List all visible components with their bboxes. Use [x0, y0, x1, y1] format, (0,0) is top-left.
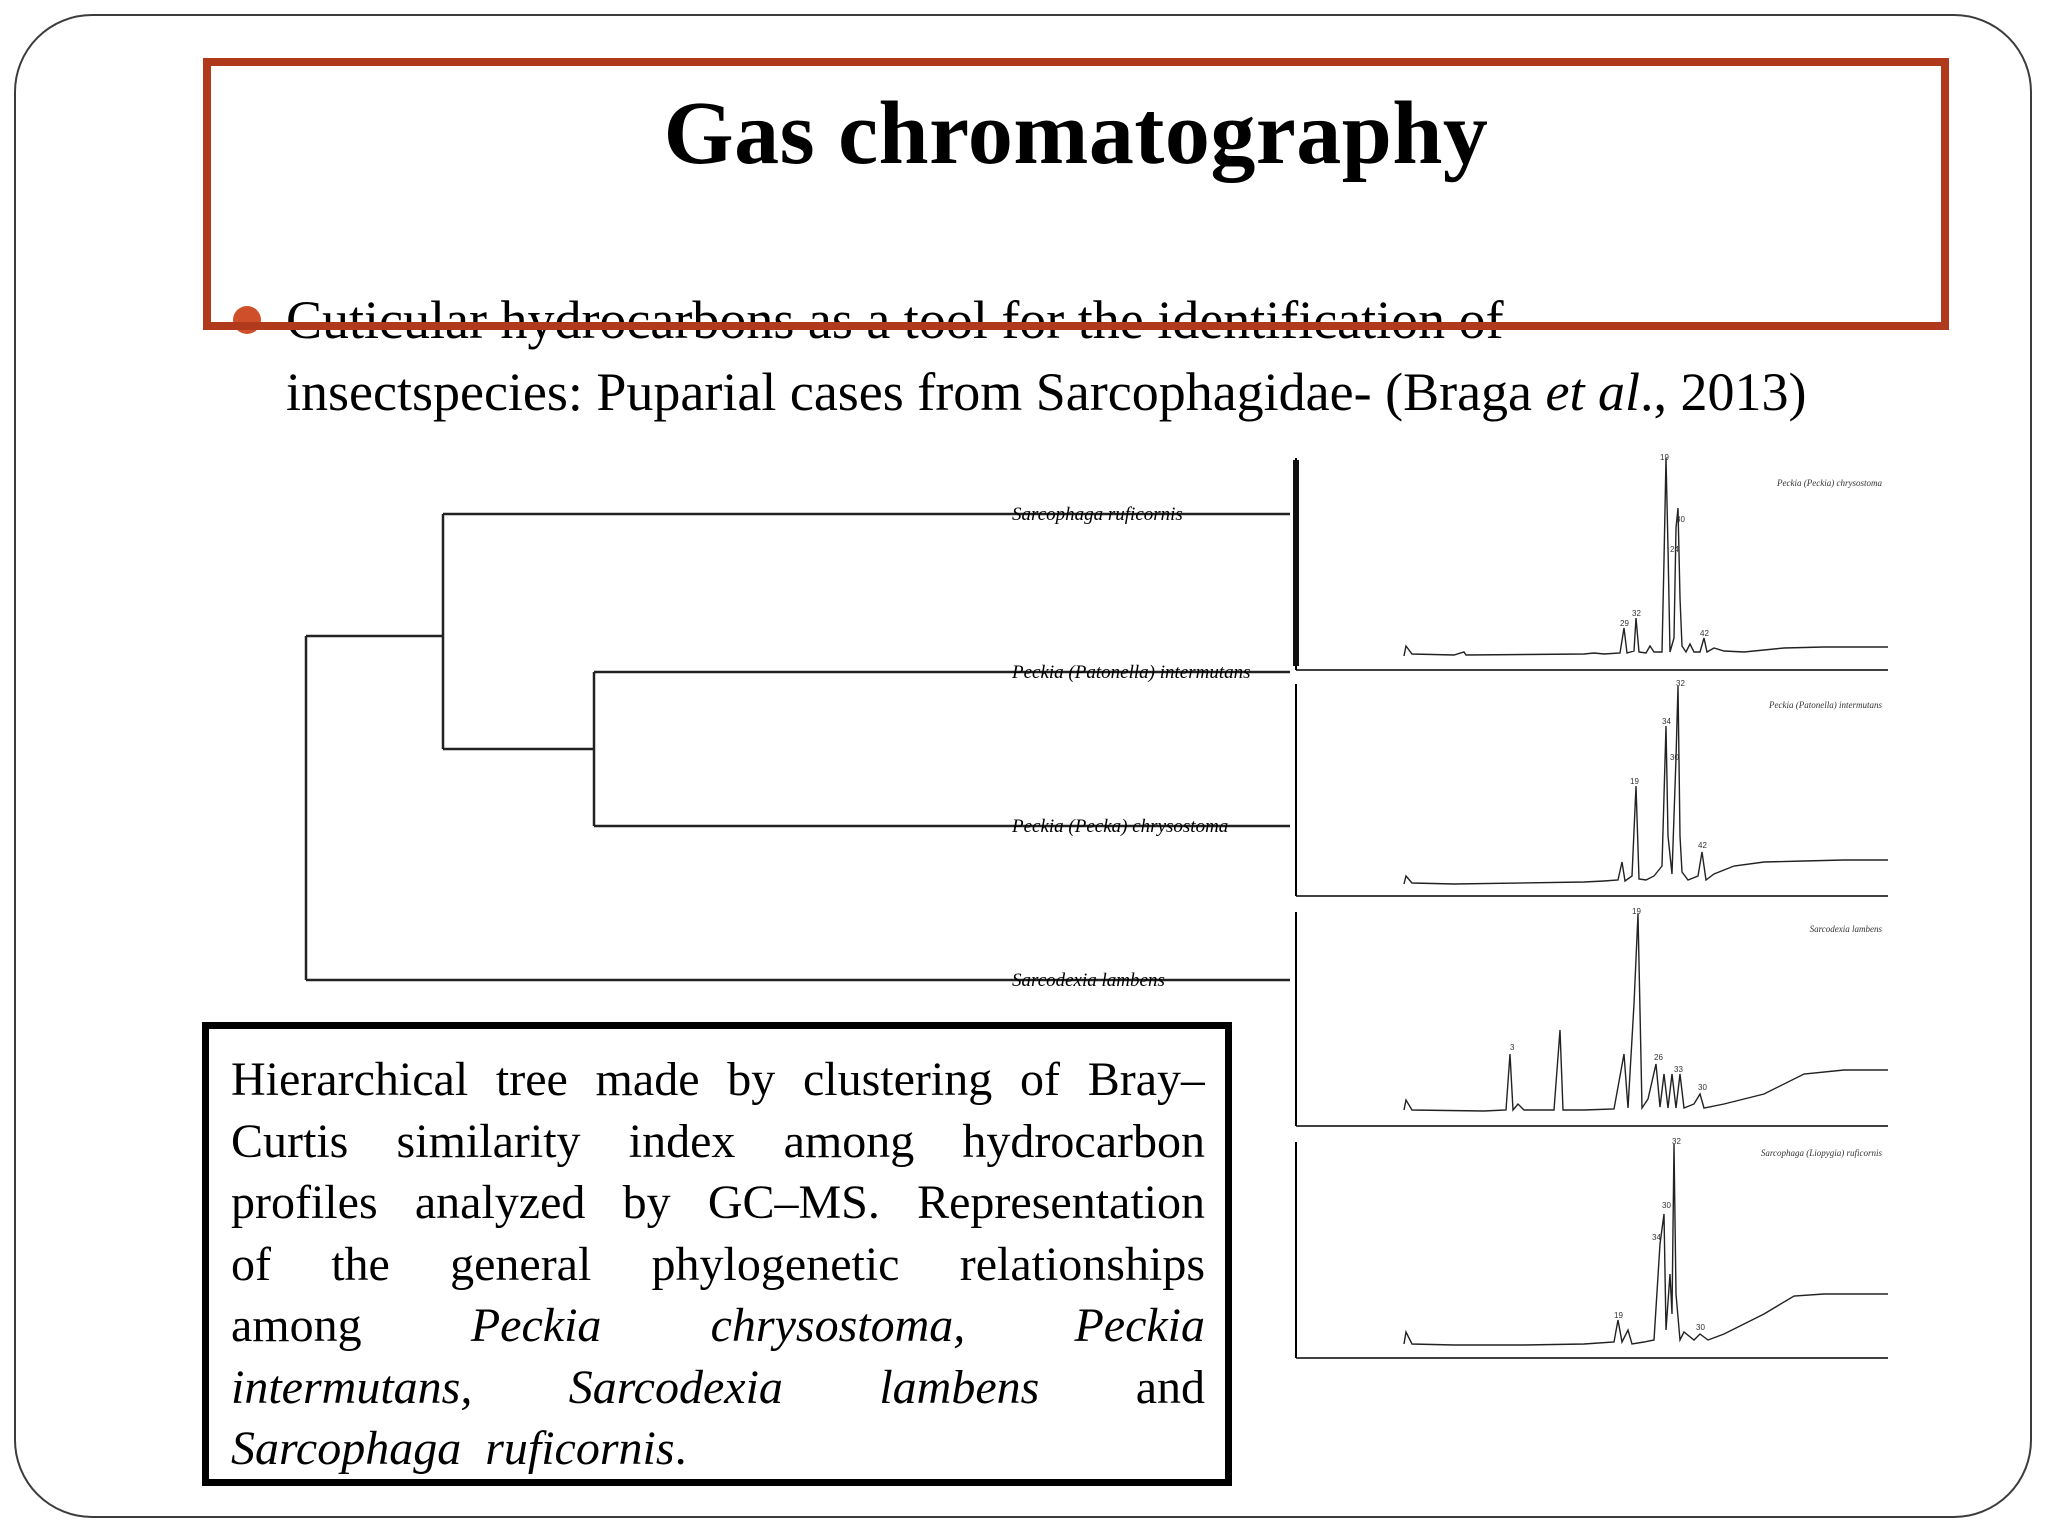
caption-line-1: Hierarchical tree made by clustering of Bray– — [231, 1053, 1205, 1106]
chrom-2-peak-a: 34 — [1662, 717, 1671, 726]
chrom-2-peak-d: 19 — [1630, 777, 1639, 786]
bullet-line-2-start: insectspecies: Puparial cases from Sarcophagidae- (Braga — [286, 362, 1546, 422]
caption-period: . — [674, 1422, 687, 1475]
bullet-line-2-end: ., 2013) — [1640, 362, 1807, 422]
caption-word-sarcodexia: Sarcodexia — [568, 1360, 783, 1414]
caption-word-peckia-1: Peckia — [470, 1299, 602, 1352]
bullet-text — [286, 284, 1926, 428]
caption-word-and: and — [1135, 1360, 1205, 1414]
chrom-2-species: Peckia (Patonella) intermutans — [1769, 700, 1882, 710]
caption-line-6 — [231, 1357, 1205, 1419]
chrom-1-peak-f: 42 — [1700, 629, 1709, 638]
chromatogram-1 — [1293, 453, 1888, 670]
caption-line-4: of the general phylogenetic relationships — [231, 1237, 1205, 1291]
caption-box — [202, 1022, 1232, 1486]
chrom-4-peak-b: 30 — [1662, 1201, 1671, 1210]
caption-line-7 — [231, 1418, 1205, 1480]
chrom-4-peak-e: 30 — [1696, 1323, 1705, 1332]
chrom-2-trace — [1404, 686, 1888, 884]
caption-line-3: profiles analyzed by GC–MS. Representation — [231, 1176, 1205, 1229]
leaf-label-4: Sarcodexia lambens — [1012, 970, 1165, 991]
caption-word-chrysostoma: chrysostoma, — [710, 1299, 966, 1352]
chrom-4-trace — [1404, 1144, 1888, 1345]
leaf-label-1: Sarcophaga ruficornis — [1012, 504, 1183, 525]
chrom-1-peak-c: 32 — [1632, 609, 1641, 618]
bullet-line-2 — [286, 356, 1926, 428]
dendrogram-labels — [1000, 480, 1290, 1000]
chrom-1-peak-b: 30 — [1676, 515, 1685, 524]
chrom-2-peak-e: 42 — [1698, 841, 1707, 850]
chrom-2-peak-b: 30 — [1670, 753, 1679, 762]
chrom-2-peak-c: 32 — [1676, 679, 1685, 688]
bullet-et-al: et al — [1545, 362, 1640, 422]
chromatogram-4 — [1296, 1137, 1888, 1358]
caption-word-among: among — [231, 1299, 362, 1352]
chrom-3-peak-c: 33 — [1674, 1065, 1683, 1074]
chromatogram-stack — [1284, 448, 1894, 1368]
caption-line-2: Curtis similarity index among hydrocarbon — [231, 1114, 1205, 1168]
chrom-1-species: Peckia (Peckia) chrysostoma — [1777, 478, 1882, 488]
caption-word-sarcophaga: Sarcophaga — [231, 1422, 462, 1475]
chrom-1-peak-d: 29 — [1620, 619, 1629, 628]
chrom-4-peak-c: 34 — [1652, 1233, 1661, 1242]
chrom-3-peak-d: 3 — [1510, 1043, 1515, 1052]
chrom-1-peak-e: 24 — [1670, 545, 1679, 554]
chrom-3-peak-b: 26 — [1654, 1053, 1663, 1062]
chrom-4-peak-d: 19 — [1614, 1311, 1623, 1320]
bullet-line-1: Cuticular hydrocarbons as a tool for the identification of — [286, 290, 1504, 350]
chrom-4-peak-a: 32 — [1672, 1137, 1681, 1146]
chromatogram-3 — [1296, 907, 1888, 1126]
caption-word-peckia-2: Peckia — [1074, 1299, 1205, 1352]
leaf-label-3: Peckia (Pecka) chrysostoma — [1012, 816, 1229, 837]
chrom-3-peak-e: 30 — [1698, 1083, 1707, 1092]
caption-word-lambens: lambens — [879, 1360, 1040, 1414]
bullet-dot — [233, 306, 261, 334]
slide-title: Gas chromatography — [663, 84, 1489, 183]
chrom-3-peak-a: 19 — [1632, 907, 1641, 916]
chrom-4-species: Sarcophaga (Liopygia) ruficornis — [1760, 1148, 1882, 1158]
chrom-3-species: Sarcodexia lambens — [1809, 924, 1882, 934]
caption-line-5 — [231, 1295, 1205, 1357]
leaf-label-2: Peckia (Patonella) intermutans — [1012, 662, 1251, 683]
chrom-1-solvent — [1293, 460, 1299, 666]
caption-word-ruficornis: ruficornis — [485, 1422, 675, 1475]
caption-word-intermutans: intermutans, — [231, 1360, 473, 1414]
chrom-3-trace — [1404, 914, 1888, 1111]
chrom-1-peak-a: 19 — [1660, 453, 1669, 462]
chromatogram-2 — [1296, 679, 1888, 896]
